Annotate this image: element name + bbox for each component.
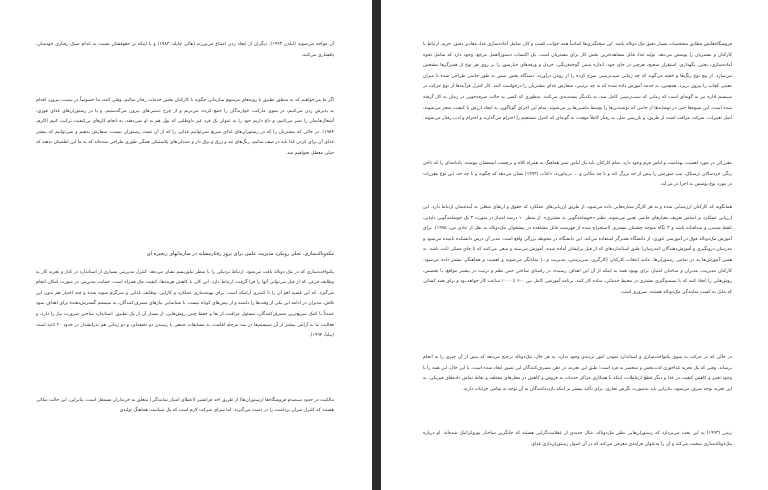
right-page: [381, 0, 768, 490]
section-heading: مکدونالدسازی، تجلی رویکرد مدیریت علمی برای بروز رفتارمشابه در سازمانهای زنجیره ای: [146, 251, 334, 257]
right-paragraph-1: فروشگاه‌هایش مطابق مشخصات بسیار دقیق مک دونالد باشد. این سختگیری‌ها اساساً همه جوانب کسب و کار، شامل آماده‌سازی غذا، مقادیر دقیق، خرید، ارتباط با کارکنان و مشتریان را پوشش می‌دهد. تولید غذا، قابل مشاهده‌ترین بخش کار برای مشتریان است. یک اکتساب دستورالعمل مرجع، وجود دارد که شامل نحوه آماده‌سازی، پختن، نگهداری، استقرار صحیح، هرچیز در جای خود، اندازه سس گوجه‌فرنگی، خردل و ورقه‌های خیارشور را بر روی هر نوع از همبرگرها مشخص می‌سازد. از پنج نوع رنگ‌ها و خشه می‌گوید که چه زمانی سیب‌زمینی سرخ کرده را از روغن درآورند. دستگاه پخش سس به طور خاصی طراحی شده تا میزان معینی کچاپ را بیرون بریزد. همچنین، به خدمه آموزش داده شده که به چه ترتیبی، سفارش غذای مشتریان را درخواست کنند. کار کنترل فرآیندها از نوع حرکت در سیستم اداره نیز به گونه‌ای است که زمانی که سیب‌زمینی کامل شد، به یکدیگر بسته‌بندی می‌کنند. به‌طوری که کسی به حالت صرفه‌جویی در زمان به کار گرفته شده است. این شیوه‌ها حتی در نوشابه‌ها از جانبی که نوشیدنی‌ها را توسط ماشین‌ها پر می‌شوند. تمام این اجزای گوناگون، به ایجاد ارزش با کیفیت منجر می‌شوند، اصل تغییرات، شرکت مراقب است از طریق، و بازرسی مثل، به رفتار کاملاً موقت، به گونه‌ای که کنترل مستقیم را احترام می‌گذارند و احترام و ادب رفتار می‌شوند.: [423, 42, 732, 122]
left-paragraph-4: مالکیت در حدود سیصدم فروشگاه‌ها (رستوران‌ها) از طریق اخذ فرانشیز (اعطای امتیاز نمایندگی) متعلق به خریداران مستقل است، بنابراین، این حالت مکانی هستند که کنترل میزان برداشت را در دست می‌گیرند. اما سرای شرکت لازم است که یک سیاست هماهنگ تولیدی: [36, 397, 334, 414]
right-paragraph-5: ریتزر (۱۹۹۳) به این بحث می‌پردازد که رستوران‌هایی نظیر مک‌دونالد، مثال جدیدی از عقلانیت‌گرایی هستند که جایگزین ساختار بوروکراتیک شده‌اند. او درباره مک‌دونالدسازی صحبت می‌کند و آن را به‌عنوان فرایندی معرفی می‌کند که در آن اصول رستوران‌داری غذای: [423, 431, 732, 447]
right-paragraph-2: مقرراتی در مورد اهمیت، بهداشت و لباس فرم وجود دارد. تمام کارکنان باید یک لباس تمیز هماهنگ به همراه کلاه و برچسب اسمشان بپوشند. یادنامه‌ای را که ناخن رنگی خردسالان ترسناک، تیپ صورتش را بیش از حد بزرگ کند و با چه مکانی و ... درنیاورند، «کتاب (۱۹۹۳) نشان می‌دهد که چگونه و تا چه حد، این نوع مقررات در مورد نوع پوشش به اجرا در می‌آید.: [423, 161, 732, 188]
page-gutter: [372, 0, 381, 490]
left-page: [0, 0, 372, 490]
right-paragraph-4: در حالی که در حرکت به سوی یکنواخت‌سازی و استاندارد نمودن امور تردیدی وجود ندارد، به هر حال، مک‌دونالد ترجیح می‌دهد که بیش از آن چیزی را به انجام برساند. وقتی که یک تجربه غذاخوری لذت‌بخش و منحصر به فرد است؛ طبق این تجربه، در ذهن مصرف‌کنندگان این تصور ایجاد شده است. با این حال، این همه را با وجود تغییر و کاهش کیفیت در غذا و دیگر قطع ارتباطات، اینکه با همکاری مراکز خدمات به فروش و کاهش در محل‌های مختلف و نقاط تماس داده‌های فیزیکی، به این تجربه توجه صرف می‌شود، بنابراین باید به‌صورت نگرش تجاری، برای تأکید بیشتر بر اینکه بازدیدکنندگان به آن توجه به تمامی جزئیات دارند.: [423, 355, 732, 392]
left-paragraph-1: آن مواجه می‌شوند (لیلدن ۱۹۹۳). دیگران از ایجاد زدن امتناع می‌ورزند (هالی چاپلد، ۱۹۸۳) و یا اینکه بر حقوقشان نسبت به اندام سبک رفتاری خودشان، پافشاری می‌کنند.: [36, 42, 335, 58]
left-paragraph-2: اگر ما می‌خواهیم که به منظور تطبیق با رویه‌های مرسوم سازمانی چگونه با کارکنان بخش خدمات رفتار نمائیم، وقتی کمه، ما خصوصاً در پیمیب بیرون، اقدام به پذیرش زدن می‌کنیم، در سوی مارکت، خوارندگان را جمع کرده، می‌بریم و از چرخ دستی‌های بیرون می‌گذشتیم، و یا در رستوران‌های غذای فوری، آشغال‌هایمان را تمیز می‌کنیم، و داغ داریم خود را به عنوان یک فرد غیر داوطلبی که پول هم به او نمی‌دهند، به انجام کارهای بی‌کیفیت ترکیب کنیم (اکرم، ۱۹۸۴). در حالی که مشتریان را که در رستوران‌های غذای سریع نمی‌توانیم غذایی را که از آن تست رستوران نیست، سفارش بدهیم و نمی‌توانیم که بیشتر غذای آن برای کردن غذا باید در صف بمانیم، رنگ‌های تند و زرق و برق دار و صندلی‌های پلاستیکی همگی طوری طراحی شده‌اند که به ما این اطمینان بدهند که خیلی معطل نخواهیم شد.: [36, 98, 334, 156]
left-paragraph-3: یکنواخت‌سازی که در مک دونالد یافت می‌شود، ارتباط نزدیکی را با منظر تیلوریسم نشان می‌دهد. کنترل مدیریتی بسیاری از استاندارد در کنار و تجزیه کار به وظایف فرعی که از قبل می‌توانی آنها را فرا گرفت، ارتباط دارد. این کار، با کاهش هزینه‌ها، کیفیت مک همراه است. حمایت مدیریتی در صورت امکان انجام می‌گیرد. که این قضیه لغو آن را تا کمتری آرامکه است، برای بهینه‌سازی عملکرد و کارایی، وظایف غذایی و سرگرم شوید شده و چند اختیار هم بدون این تلاش، مدیران در ادامه این یکی از وقت‌ها را داشته و از بیش‌های کوتاه نیست. با شناسایی نیازهای مصرف‌کنندگان، به سیستم گسترش‌دهنده برای اهداف سود عمدتاً با کمک سریع‌ترین مصرف‌کنندگان، مسئول مراقبت از بقا و حفظ چنین روش‌هایی، از بسیار آن از یک تطبیق. استاندارد ساختن ضرورت نیاز را دارد، و فعالیت ما به آرامی بیشتر از آن سیستم‌ها در سه مرحله اقامت، به مسابقات جمعی با رسیدن دو دقیقه‌ای، و دو زمانی هم به‌رانشدار در حدود ۲۰ ثانیه است (بیلیا، ۱۹۹۴).: [36, 269, 334, 339]
right-paragraph-3: همانگونه که کارکنان ارزشیابی شده و به هر کارگر ستاره‌هایی داده می‌شود، از طریق ارزیابی‌های عملکرد که حقوق و ارتقای شغلی به آینده‌شان ارتباط دارد. این ارزیابی عملکرد بر اساس تعریف معیارهای خاصی تعیین می‌شوند. نظیر «خوشامدگویی به مشتری». از منظر ۱۰ درصد امتیاز در صورت ۳ یک خوشامدگویی دلپذیر، تلفظ شنیدن و صداقتانه باشد و ۳ نگاه متوجه چشمان مشتری (استخراج شده از فهرست قابل مشاهده در پیشخوان مک‌دونالد به نقل از عادی من، ۱۹۹۵). برای آموزش مک‌دونالد فوق در آموزشی تئوری، از دانشگاه همبرگر استفاده می‌کند. این دانشگاه در محوطه بزرگی واقع است. مدیر آن درس دانشکده نامیده می‌شود و مدرسان درونگیری و آموزش‌دهندگان (مدرسان) طبق استانداردهای که از قبل برایشان آماده شده، آموزش می‌بینند و سعی می‌کنند که تا جای ممکن ثابت باشد. به همین آموزش‌ها به در تمامی رستوران‌ها، مانند انتخاب کارکنان (کارگری، سرپرستی، مدیریت و...) نمایانگر می‌شوند و اهمیت و هماهنگی بیشتر داده می‌شود. کارکنان مدیریت، مدیران و صاحبان امتیاز، برای بهبود همه به اینکه از آن این اهداف رسیده، در راستای ساختن حس نظم و ترتیب در بیشتر مواقع، با تخصص، روش‌هایی را اتخاذ کنند که با تصمیم‌گیری مشتری در محیط خدماتی، ساده کار کنند. برنامه آموزشی کامل بین ۶۰۰ تا ۱۰۰۰ ساعت کار خواهد بود و برای همه کسانی که مایل به کسب نمایندگی مک‌دونالد هستند، ضروری است.: [423, 205, 732, 295]
